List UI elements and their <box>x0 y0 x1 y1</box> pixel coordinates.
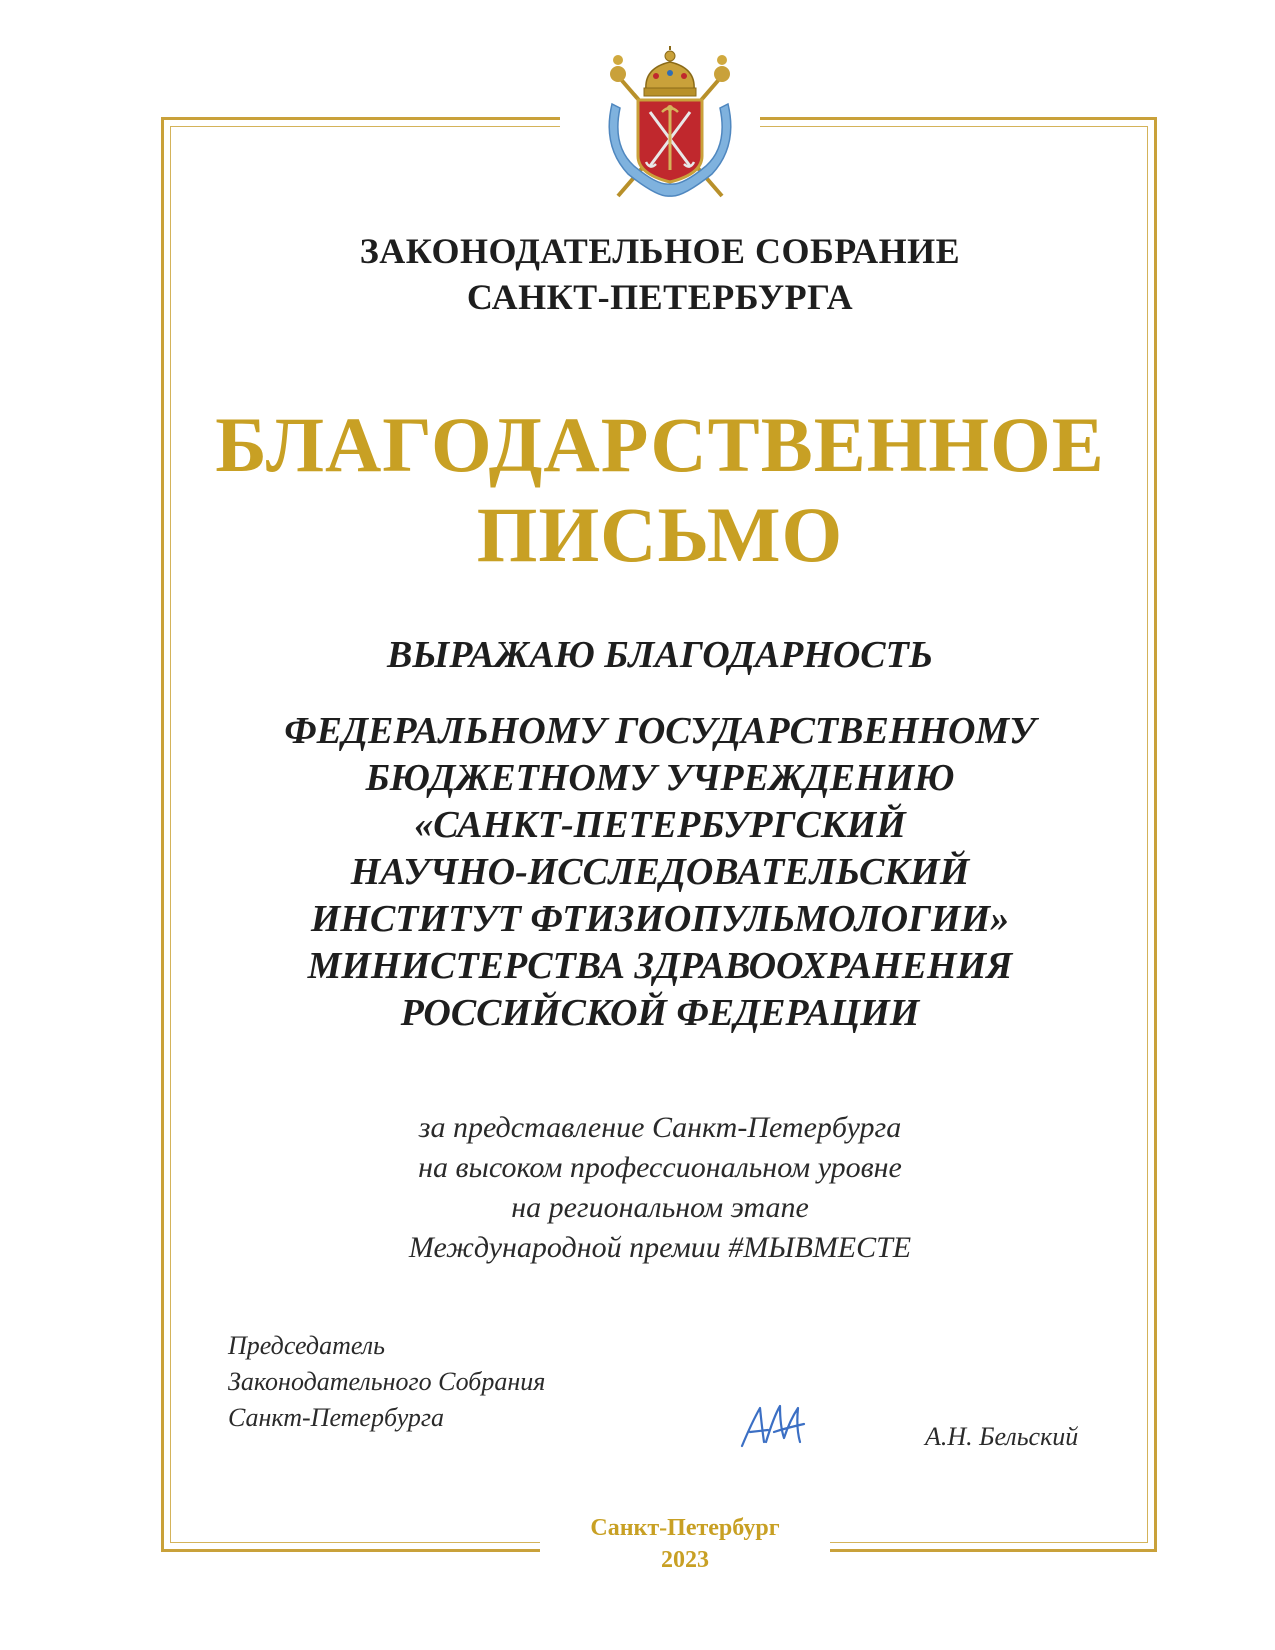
recipient-line: БЮДЖЕТНОМУ УЧРЕЖДЕНИЮ <box>365 757 955 799</box>
position-line: Председатель <box>228 1331 385 1360</box>
recipient-line: ФЕДЕРАЛЬНОМУ ГОСУДАРСТВЕННОМУ <box>284 710 1036 752</box>
year-label: 2023 <box>661 1547 709 1573</box>
reason-line: на высоком профессиональном уровне <box>418 1151 902 1184</box>
gratitude-expression: ВЫРАЖАЮ БЛАГОДАРНОСТЬ <box>387 634 933 676</box>
city-label: Санкт-Петербург <box>590 1515 780 1541</box>
signatory-name: А.Н. Бельский <box>925 1422 1079 1451</box>
recipient-name <box>180 708 1140 1037</box>
title-line: БЛАГОДАРСТВЕННОЕ <box>215 401 1105 488</box>
signature-icon <box>738 1402 808 1450</box>
issuing-organization <box>180 228 1140 320</box>
position-line: Законодательного Собрания <box>228 1367 546 1396</box>
recipient-line: ИНСТИТУТ ФТИЗИОПУЛЬМОЛОГИИ» <box>310 898 1010 940</box>
org-line: ЗАКОНОДАТЕЛЬНОЕ СОБРАНИЕ <box>359 231 961 271</box>
place-and-year <box>540 1512 830 1576</box>
reason-line: на региональном этапе <box>511 1191 809 1224</box>
document-title <box>180 400 1140 580</box>
org-line: САНКТ-ПЕТЕРБУРГА <box>466 277 854 317</box>
reason-line: за представление Санкт-Петербурга <box>418 1111 902 1144</box>
recipient-line: МИНИСТЕРСТВА ЗДРАВООХРАНЕНИЯ <box>307 945 1013 987</box>
position-line: Санкт-Петербурга <box>228 1403 445 1432</box>
recipient-line: НАУЧНО-ИССЛЕДОВАТЕЛЬСКИЙ <box>350 851 970 893</box>
title-line: ПИСЬМО <box>476 491 844 578</box>
award-reason <box>180 1108 1140 1268</box>
coat-of-arms-icon <box>598 46 742 206</box>
recipient-line: «САНКТ-ПЕТЕРБУРГСКИЙ <box>414 804 906 846</box>
reason-line: Международной премии #МЫВМЕСТЕ <box>408 1231 912 1264</box>
recipient-line: РОССИЙСКОЙ ФЕДЕРАЦИИ <box>400 992 920 1034</box>
signatory-position <box>228 1328 545 1436</box>
